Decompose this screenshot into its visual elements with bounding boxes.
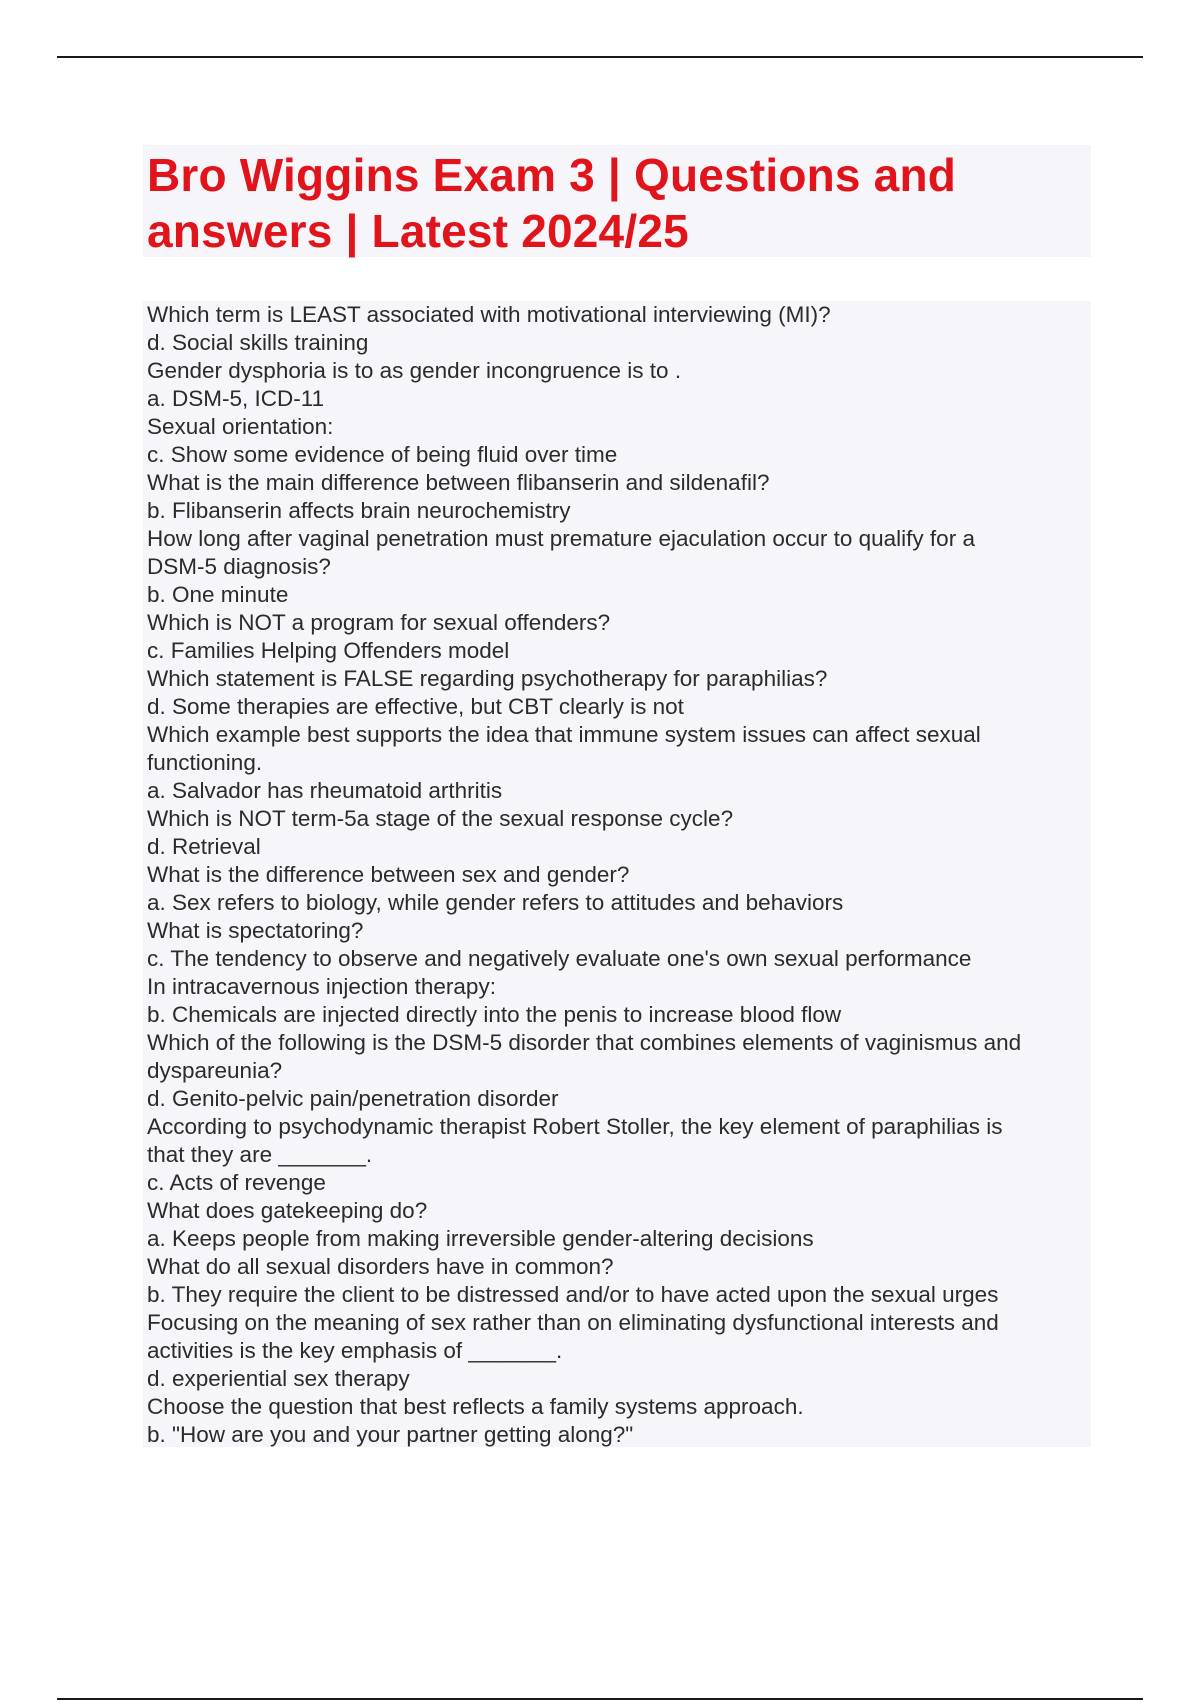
qa-text-line: d. Retrieval [147, 834, 261, 859]
qa-text-line: Which example best supports the idea that immune system issues can affect sexual [147, 722, 981, 747]
qa-text-line: d. experiential sex therapy [147, 1366, 410, 1391]
qa-text-line: Which statement is FALSE regarding psychotherapy for paraphilias? [147, 666, 828, 691]
qa-text-line: a. Keeps people from making irreversible gender-altering decisions [147, 1226, 814, 1251]
qa-text-line: DSM-5 diagnosis? [147, 554, 331, 579]
title-block [143, 145, 1091, 257]
qa-text-line: c. The tendency to observe and negatively evaluate one's own sexual performance [147, 946, 972, 971]
qa-text-line: What do all sexual disorders have in common? [147, 1254, 614, 1279]
qa-text-line: What does gatekeeping do? [147, 1198, 428, 1223]
qa-text-line: that they are _______. [147, 1142, 373, 1167]
qa-text-line: Which is NOT term-5a stage of the sexual response cycle? [147, 806, 734, 831]
qa-text-line: d. Genito-pelvic pain/penetration disorder [147, 1086, 559, 1111]
qa-text-line: b. Chemicals are injected directly into the penis to increase blood flow [147, 1002, 842, 1027]
qa-text-line: d. Social skills training [147, 330, 369, 355]
qa-text-line: According to psychodynamic therapist Robert Stoller, the key element of paraphilias is [147, 1114, 1003, 1139]
qa-text-line: In intracavernous injection therapy: [147, 974, 496, 999]
qa-text-line: Choose the question that best reflects a family systems approach. [147, 1394, 804, 1419]
qa-text-line: functioning. [147, 750, 263, 775]
qa-text-line: Which is NOT a program for sexual offenders? [147, 610, 611, 635]
qa-text-line: Which term is LEAST associated with motivational interviewing (MI)? [147, 302, 831, 327]
qa-text-line: c. Acts of revenge [147, 1170, 326, 1195]
document-title [147, 147, 1087, 259]
qa-text-line: b. One minute [147, 582, 289, 607]
qa-text-line: What is the main difference between flibanserin and sildenafil? [147, 470, 770, 495]
qa-text-line: dyspareunia? [147, 1058, 283, 1083]
qa-text-line: Sexual orientation: [147, 414, 334, 439]
qa-text-line: activities is the key emphasis of _______. [147, 1338, 563, 1363]
qa-text-line: a. Sex refers to biology, while gender refers to attitudes and behaviors [147, 890, 844, 915]
document-title-line-2: answers | Latest 2024/25 [147, 205, 689, 257]
qa-text-line: What is the difference between sex and gender? [147, 862, 630, 887]
qa-text-line: What is spectatoring? [147, 918, 364, 943]
qa-text-line: How long after vaginal penetration must premature ejaculation occur to qualify for a [147, 526, 975, 551]
header-rule [57, 56, 1143, 58]
qa-text-line: b. They require the client to be distressed and/or to have acted upon the sexual urges [147, 1282, 999, 1307]
qa-text-line: Which of the following is the DSM-5 disorder that combines elements of vaginismus and [147, 1030, 1022, 1055]
qa-text-line: b. Flibanserin affects brain neurochemistry [147, 498, 571, 523]
qa-text-line: c. Families Helping Offenders model [147, 638, 510, 663]
qa-text-line: a. DSM-5, ICD-11 [147, 386, 325, 411]
document-title-line-1: Bro Wiggins Exam 3 | Questions and [147, 149, 957, 201]
qa-text-line: Gender dysphoria is to as gender incongruence is to . [147, 358, 682, 383]
qa-text-line: d. Some therapies are effective, but CBT clearly is not [147, 694, 684, 719]
qa-content [143, 301, 1091, 1447]
qa-text-line: Focusing on the meaning of sex rather than on eliminating dysfunctional interests and [147, 1310, 999, 1335]
qa-text-line: a. Salvador has rheumatoid arthritis [147, 778, 503, 803]
qa-text-line: c. Show some evidence of being fluid over time [147, 442, 618, 467]
qa-text-line: b. "How are you and your partner getting along?" [147, 1422, 634, 1447]
